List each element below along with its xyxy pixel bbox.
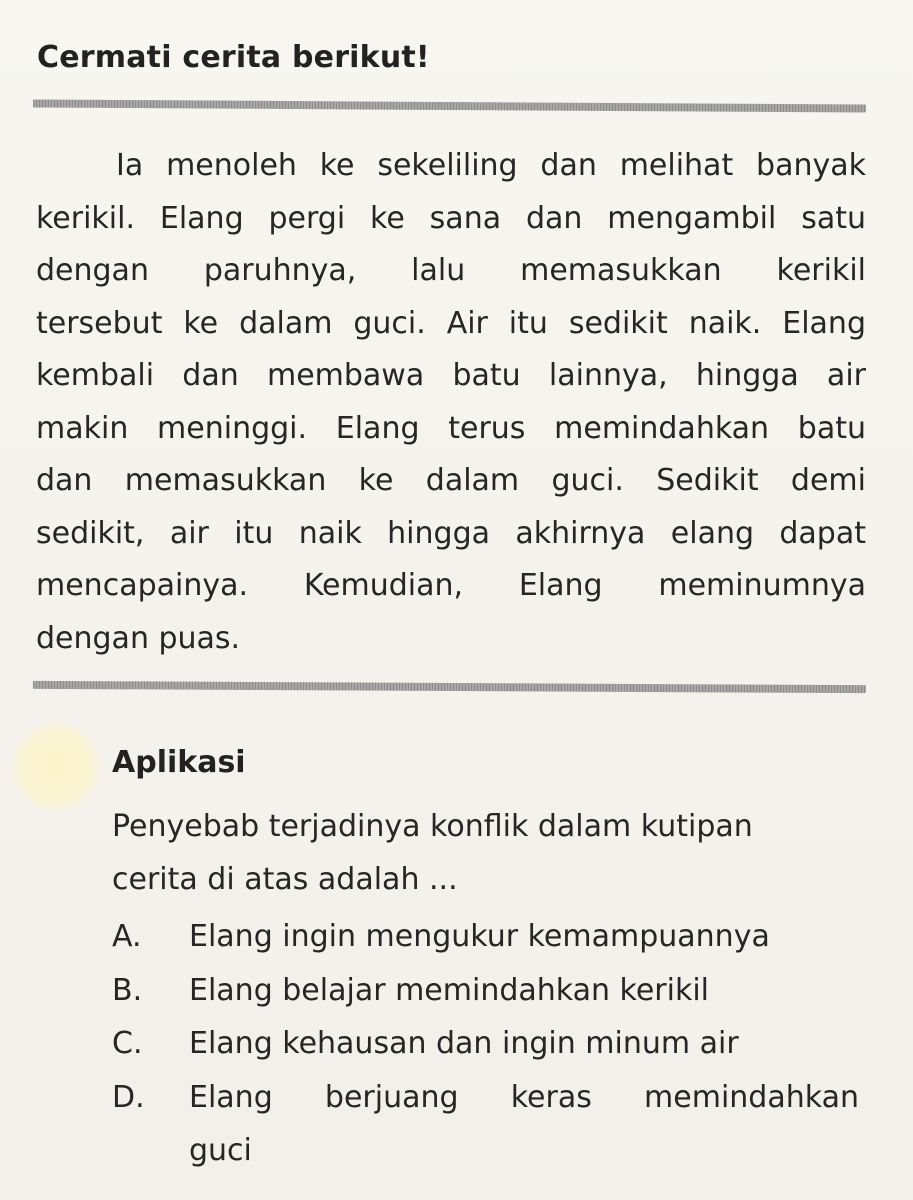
question-line: Penyebab terjadinya konflik dalam kutipan — [112, 809, 753, 844]
story-line: dengan puas. — [36, 620, 241, 656]
story-line: dengan paruhnya, lalu memasukkan kerikil — [36, 253, 866, 288]
story-line: dan memasukkan ke dalam guci. Sedikit demi — [36, 463, 866, 498]
option-c[interactable] — [112, 1017, 872, 1071]
section-title: Aplikasi — [112, 745, 246, 780]
option-letter: A. — [112, 919, 142, 954]
option-b[interactable] — [112, 964, 872, 1018]
story-line: kerikil. Elang pergi ke sana dan mengambil satu — [36, 200, 866, 236]
option-text: Elang belajar memindahkan kerikil — [189, 972, 710, 1008]
story-line: makin meninggi. Elang terus memindahkan batu — [36, 410, 866, 446]
option-text-continuation: guci — [189, 1133, 252, 1168]
story-line: mencapainya. Kemudian, Elang meminumnya — [36, 568, 866, 603]
option-d-continuation[interactable] — [112, 1124, 872, 1178]
story-line: kembali dan membawa batu lainnya, hingga air — [36, 358, 866, 393]
option-text: Elang ingin mengukur kemampuannya — [189, 919, 770, 954]
story-line: tersebut ke dalam guci. Air itu sedikit naik. Elang — [36, 305, 866, 341]
option-d[interactable] — [112, 1071, 872, 1125]
story-line: Ia menoleh ke sekeliling dan melihat banyak — [116, 148, 866, 183]
option-letter: D. — [112, 1079, 145, 1115]
option-letter: B. — [112, 972, 143, 1008]
page-heading: Cermati cerita berikut! — [37, 40, 430, 75]
option-text: Elang kehausan dan ingin minum air — [189, 1026, 739, 1061]
highlight-circle-icon — [10, 720, 102, 812]
story-line: sedikit, air itu naik hingga akhirnya elang dapat — [36, 515, 866, 551]
option-letter: C. — [112, 1026, 143, 1061]
option-text: Elang berjuang keras memindahkan — [189, 1079, 859, 1115]
answer-options — [112, 910, 872, 1178]
story-passage — [36, 140, 866, 665]
option-a[interactable] — [112, 910, 872, 964]
question-prompt — [112, 800, 872, 906]
question-line: cerita di atas adalah ... — [112, 862, 458, 897]
